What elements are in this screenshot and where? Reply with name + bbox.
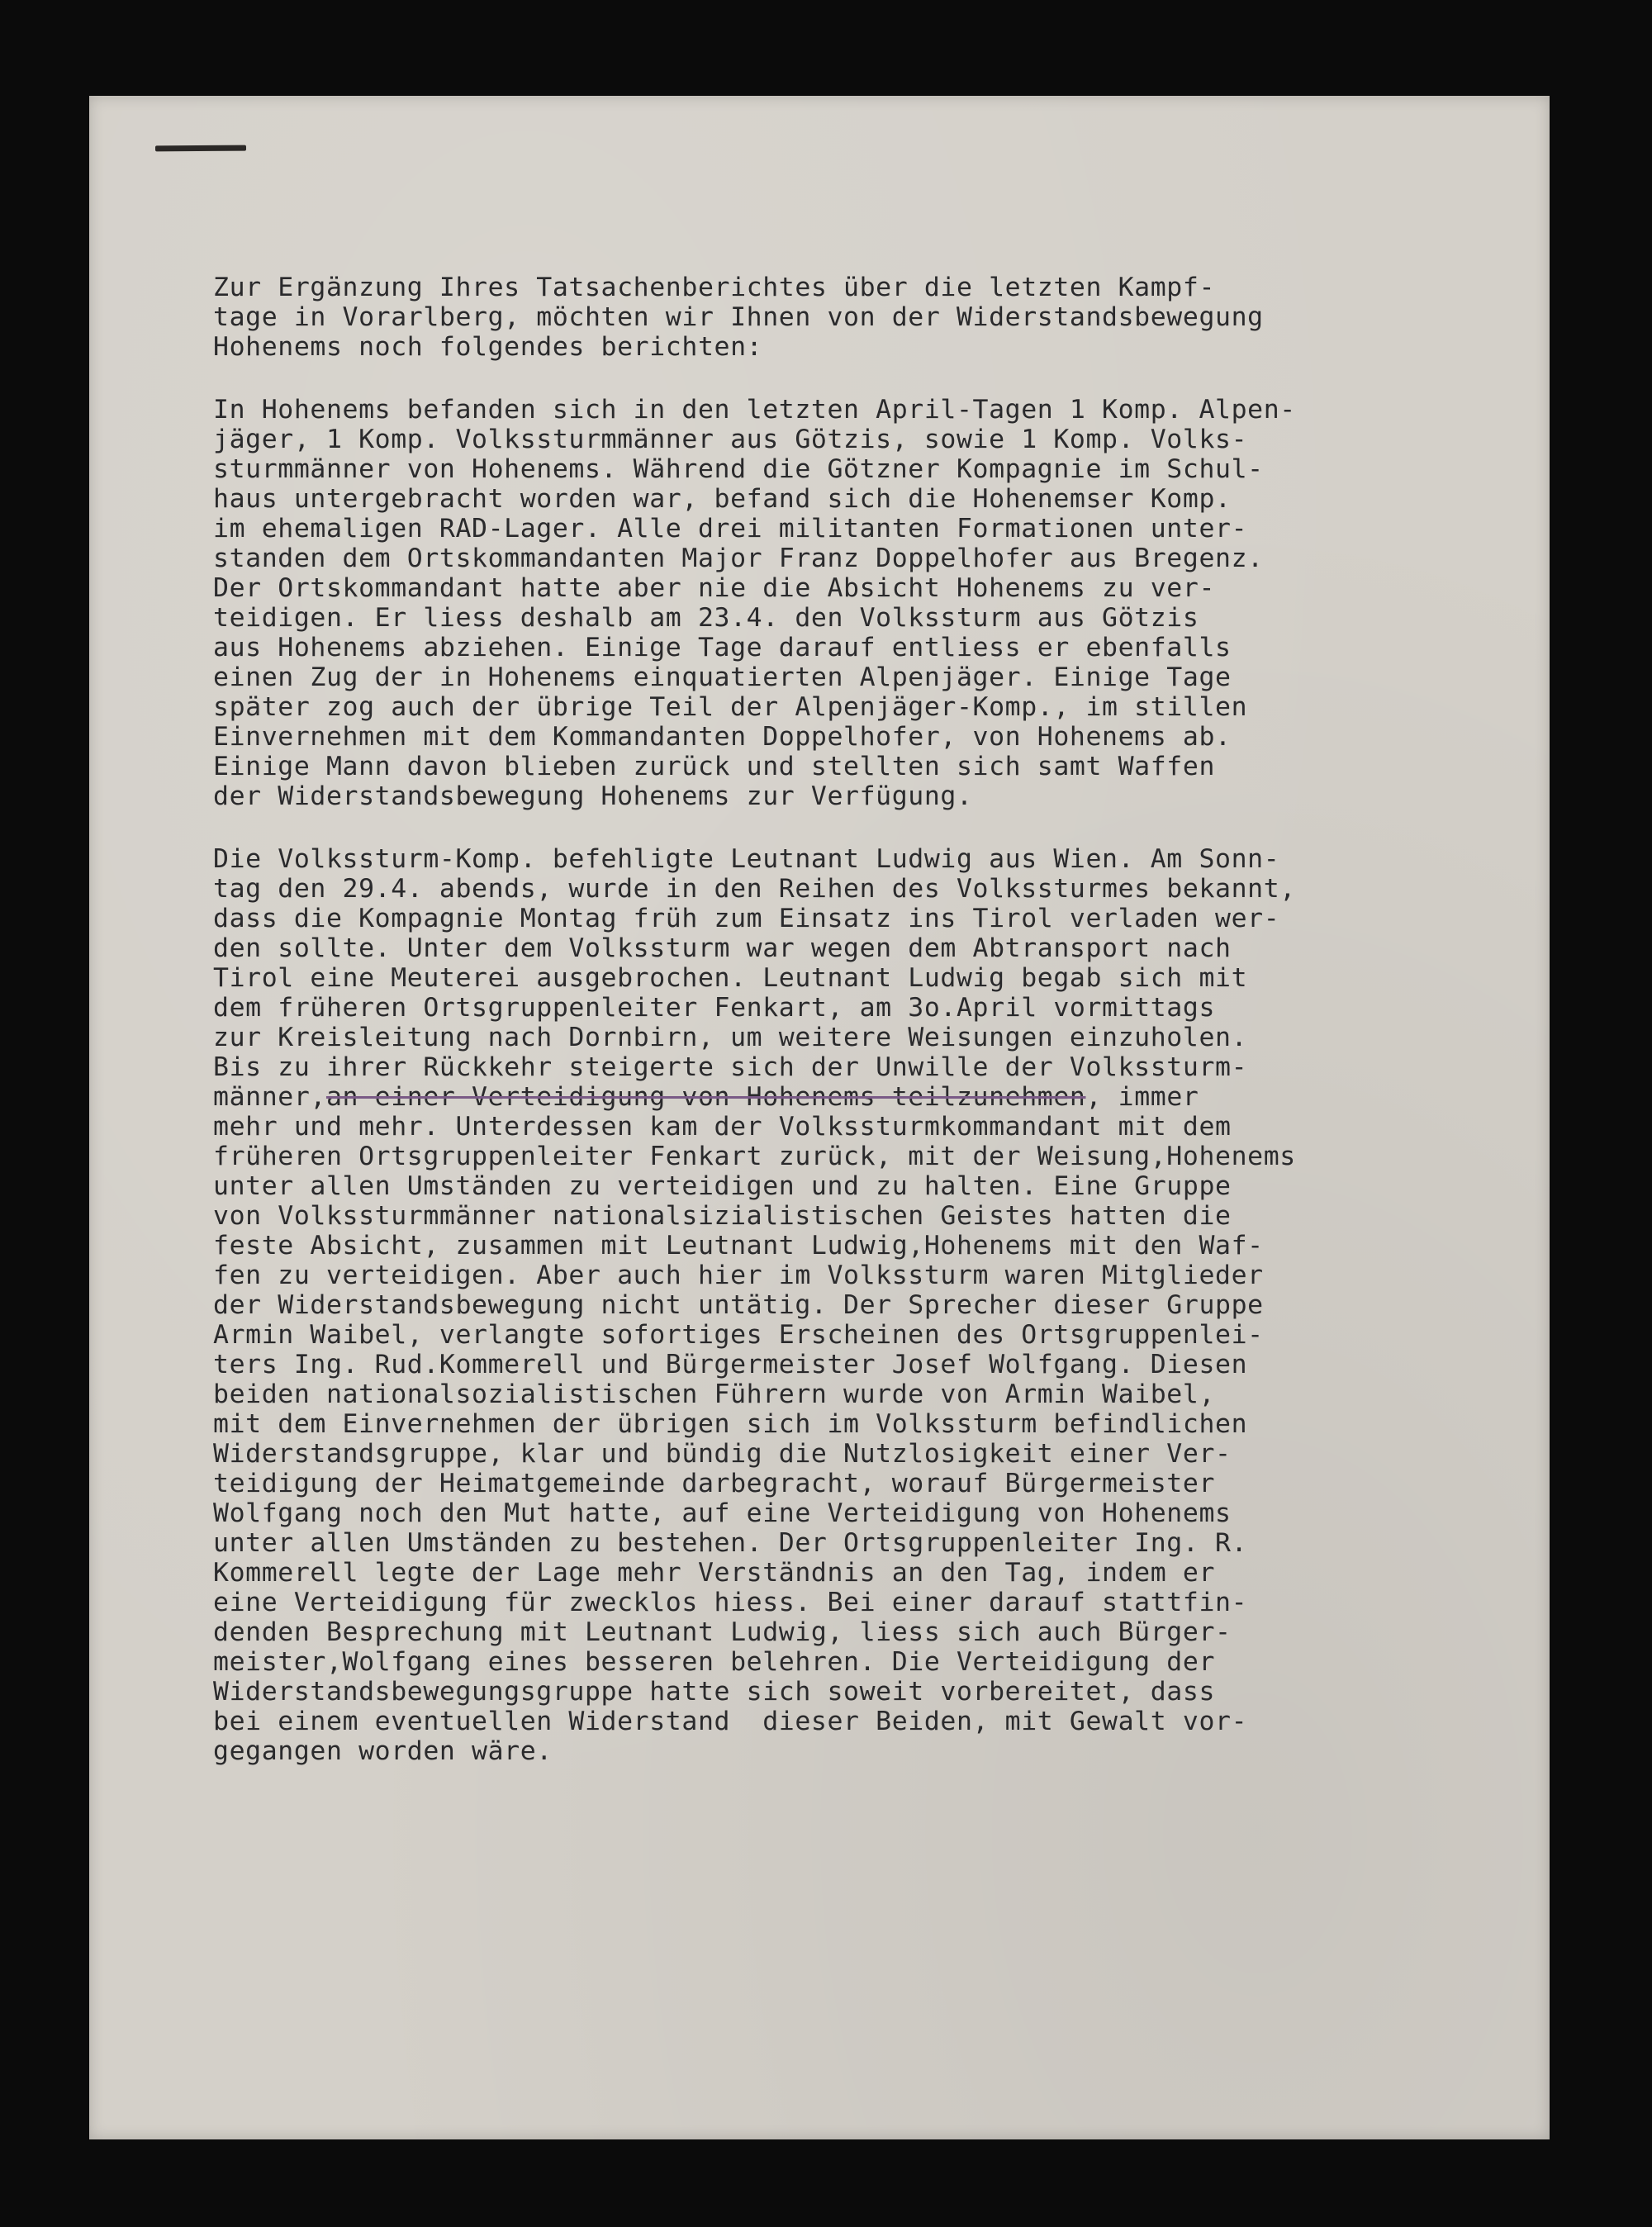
text-line: von Volkssturmmänner nationalsizialistischen Geistes hatten die — [213, 1201, 1232, 1231]
text-line: eine Verteidigung für zwecklos hiess. Bei einer darauf stattfin- — [213, 1588, 1248, 1617]
struck-through-phrase: an einer Verteidigung von Hohenems teilzunehmen — [325, 1082, 1086, 1112]
text-line: Wolfgang noch den Mut hatte, auf eine Verteidigung von Hohenems — [213, 1498, 1232, 1528]
paragraph-troops — [213, 395, 1518, 811]
text-line: sturmmänner von Hohenems. Während die Götzner Kompagnie im Schul- — [213, 454, 1264, 484]
text-line: Die Volkssturm-Komp. befehligte Leutnant Ludwig aus Wien. Am Sonn- — [213, 844, 1280, 874]
text-line: mit dem Einvernehmen der übrigen sich im Volkssturm befindlichen — [213, 1409, 1248, 1439]
text-line: unter allen Umständen zu bestehen. Der Ortsgruppenleiter Ing. R. — [213, 1528, 1248, 1558]
text-line: teidigung der Heimatgemeinde darbegracht, worauf Bürgermeister — [213, 1469, 1216, 1498]
text-line: der Widerstandsbewegung Hohenems zur Verfügung. — [213, 781, 973, 811]
text-line: mehr und mehr. Unterdessen kam der Volkssturmkommandant mit dem — [213, 1112, 1232, 1142]
text-line: dem früheren Ortsgruppenleiter Fenkart, am 3o.April vormittags — [213, 993, 1216, 1023]
text-line: bei einem eventuellen Widerstand dieser Beiden, mit Gewalt vor- — [213, 1707, 1248, 1736]
text-line: gegangen worden wäre. — [213, 1736, 553, 1766]
text-line: fen zu verteidigen. Aber auch hier im Volkssturm waren Mitglieder — [213, 1261, 1264, 1290]
text-line: ters Ing. Rud.Kommerell und Bürgermeister Josef Wolfgang. Diesen — [213, 1350, 1248, 1379]
text-line: Einvernehmen mit dem Kommandanten Doppelhofer, von Hohenems ab. — [213, 722, 1232, 752]
text-line: zur Kreisleitung nach Dornbirn, um weitere Weisungen einzuholen. — [213, 1023, 1248, 1052]
text-line: Bis zu ihrer Rückkehr steigerte sich der Unwille der Volkssturm- — [213, 1052, 1248, 1082]
text-line-with-strikethrough — [213, 1082, 1518, 1112]
text-line: den sollte. Unter dem Volkssturm war wegen dem Abtransport nach — [213, 933, 1232, 963]
text-line: früheren Ortsgruppenleiter Fenkart zurück, mit der Weisung,Hohenems — [213, 1142, 1296, 1171]
typed-letter-body — [213, 273, 1518, 1766]
text-line: aus Hohenems abziehen. Einige Tage darauf entliess er ebenfalls — [213, 633, 1232, 662]
text-line: Kommerell legte der Lage mehr Verständnis an den Tag, indem er — [213, 1558, 1216, 1588]
text-line: tag den 29.4. abends, wurde in den Reihen des Volkssturmes bekannt, — [213, 874, 1296, 904]
intro-paragraph — [213, 273, 1518, 362]
text-line: einen Zug der in Hohenems einquatierten Alpenjäger. Einige Tage — [213, 662, 1232, 692]
text-line: später zog auch der übrige Teil der Alpenjäger-Komp., im stillen — [213, 692, 1248, 722]
text-line: denden Besprechung mit Leutnant Ludwig, liess sich auch Bürger- — [213, 1617, 1232, 1647]
text-line: dass die Kompagnie Montag früh zum Einsatz ins Tirol verladen wer- — [213, 904, 1280, 933]
strike-line-prefix: männer, — [213, 1082, 326, 1112]
text-line: Armin Waibel, verlangte sofortiges Erscheinen des Ortsgruppenlei- — [213, 1320, 1264, 1350]
text-line: Tirol eine Meuterei ausgebrochen. Leutnant Ludwig begab sich mit — [213, 963, 1248, 993]
text-line: Der Ortskommandant hatte aber nie die Absicht Hohenems zu ver- — [213, 573, 1216, 603]
text-line: im ehemaligen RAD-Lager. Alle drei militanten Formationen unter- — [213, 514, 1248, 544]
strike-line-suffix: , immer — [1085, 1082, 1199, 1112]
text-line: Einige Mann davon blieben zurück und stellten sich samt Waffen — [213, 752, 1216, 781]
text-line: jäger, 1 Komp. Volkssturmmänner aus Götzis, sowie 1 Komp. Volks- — [213, 425, 1248, 454]
text-line: standen dem Ortskommandanten Major Franz Doppelhofer aus Bregenz. — [213, 544, 1264, 573]
text-line: beiden nationalsozialistischen Führern wurde von Armin Waibel, — [213, 1379, 1216, 1409]
paragraph-volkssturm — [213, 844, 1518, 1766]
text-line: feste Absicht, zusammen mit Leutnant Ludwig,Hohenems mit den Waf- — [213, 1231, 1264, 1261]
staple-mark — [155, 145, 246, 152]
text-line: der Widerstandsbewegung nicht untätig. Der Sprecher dieser Gruppe — [213, 1290, 1264, 1320]
text-line: In Hohenems befanden sich in den letzten April-Tagen 1 Komp. Alpen- — [213, 395, 1296, 425]
text-line: Widerstandsgruppe, klar und bündig die Nutzlosigkeit einer Ver- — [213, 1439, 1232, 1469]
text-line: meister,Wolfgang eines besseren belehren. Die Verteidigung der — [213, 1647, 1216, 1677]
text-line: unter allen Umständen zu verteidigen und zu halten. Eine Gruppe — [213, 1171, 1232, 1201]
text-line: Widerstandsbewegungsgruppe hatte sich soweit vorbereitet, dass — [213, 1677, 1216, 1707]
text-line: teidigen. Er liess deshalb am 23.4. den Volkssturm aus Götzis — [213, 603, 1199, 633]
text-line: tage in Vorarlberg, möchten wir Ihnen von der Widerstandsbewegung — [213, 302, 1264, 332]
text-line: Zur Ergänzung Ihres Tatsachenberichtes über die letzten Kampf- — [213, 273, 1216, 302]
text-line: haus untergebracht worden war, befand sich die Hohenemser Komp. — [213, 484, 1232, 514]
text-line: Hohenems noch folgendes berichten: — [213, 332, 763, 362]
